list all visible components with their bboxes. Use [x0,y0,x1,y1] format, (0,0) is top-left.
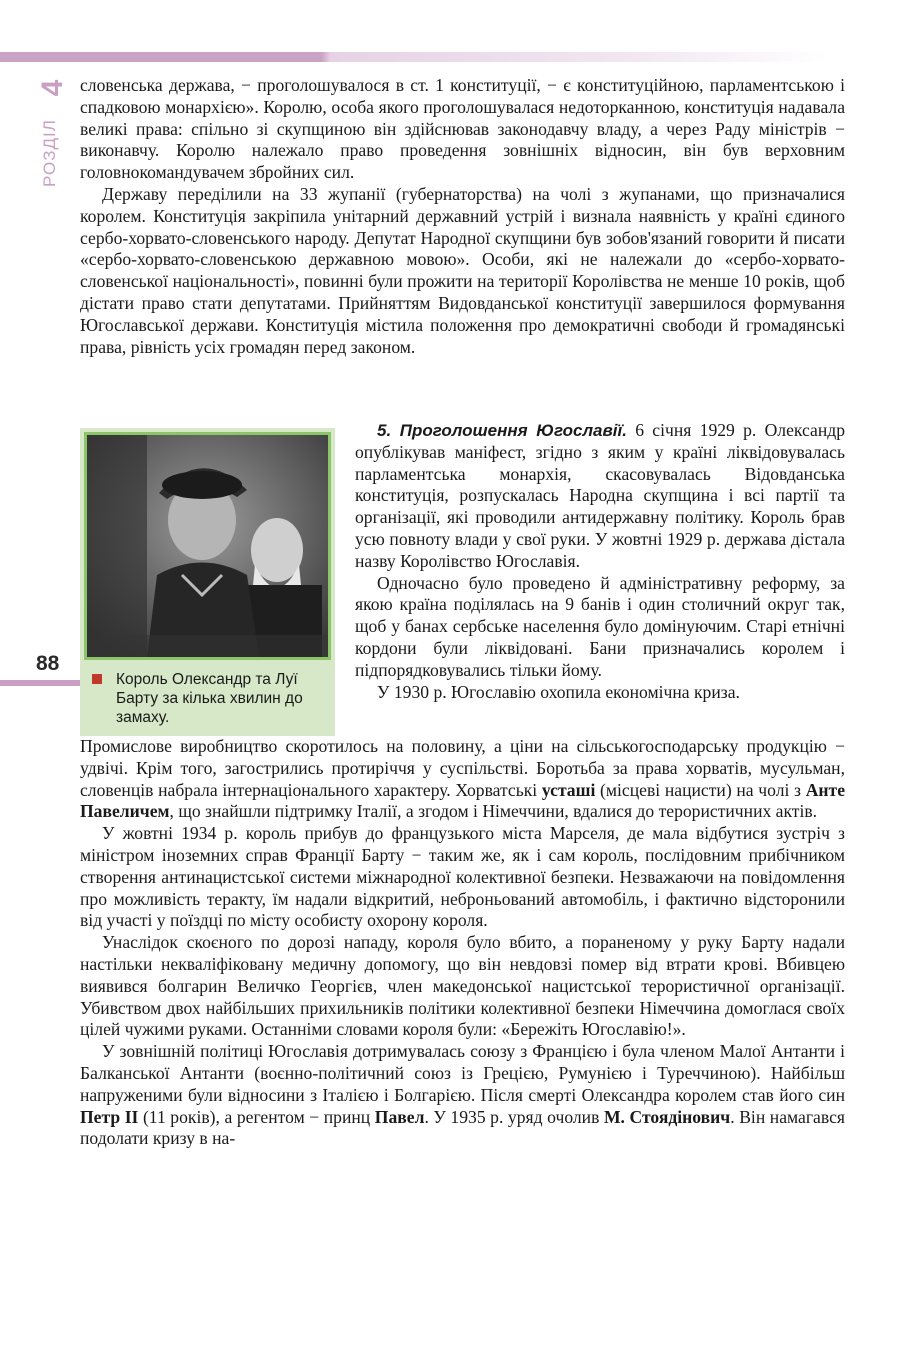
paragraph: Одночасно було проведено й адміністративну реформу, за якою країна поділялась на 9 банів і один столичний округ так, щоб у банах сербське населення було домінуючим. Старі етнічні кордони були ліквідовані. Бани призначались королем і підпорядковувались тільки йому. [355,572,845,680]
section-word: РОЗДІЛ [40,119,59,187]
page-number-rule [0,680,80,686]
section-heading: 5. Проголошення Югославії. [377,421,627,440]
bold-term: Павел [374,1106,425,1127]
bold-term: М. Стоядінович [603,1106,731,1127]
photo-figure [80,428,335,736]
paragraph: У жовтні 1934 р. король прибув до французького міста Марселя, де мала відбутися зустріч з міністром іноземних справ Франції Барту − таким же, як і сам король, послідовним прибічником створення антинацистської системи міжнародної колективної безпеки. Незважаючи на повідомлення про можливість теракту, їм надали відкритий, неброньований автомобіль, і фактично відсторонили від участі у поїздці по місту особисту охорону короля. [80,823,845,931]
text-block-top [80,75,845,358]
text-block-beside-photo [355,420,845,703]
paragraph: 5. Проголошення Югославії. 6 січня 1929 р. Олександр опублікував маніфест, згідно з яким у країні ліквідовувалась парламентська монархія, скасовувалась Відовданська конституція, розпускалась Народна скупщина і всі партії та організації, які проводили антидержавну політику. Король брав усю повноту влади у свої руки. У жовтні 1929 р. держава дістала назву Королівство Югославія. [355,420,845,571]
paragraph: Державу переділили на 33 жупанії (губернаторства) на чолі з жупанами, що призначалися королем. Конституція закріпила унітарний державний устрій і визнала наявність у країні єдиного сербо-хорвато-словенського народу. Депутат Народної скупщини був зобов'язаний говорити й писати «сербо-хорвато-словенською державною мовою». Особи, які не належали до «сербо-хорвато-словенської національності», повинні були прожити на території Королівства не менше 10 років, щоб дістати право стати депутатами. Прийняттям Видовданської конституції завершилося формування Югославської держави. Конституція містила положення про демократичні свободи й громадянські права, рівність усіх громадян перед законом. [80,183,845,357]
text-block-bottom [80,736,845,1150]
bold-term: Петр II [80,1106,139,1127]
photo-caption [92,670,330,727]
historical-photo [84,432,331,660]
paragraph: У 1930 р. Югославію охопила економічна криза. [377,681,740,702]
page-number: 88 [36,652,60,675]
paragraph: словенська держава, − проголошувалося в ст. 1 конституції, − є конституційною, парламентською і спадковою монархією». Королю, особа якого проголошувалася недоторканною, конституція надавала великі права: спільно зі скупщиною він здійснював законодавчу владу, а через Раду міністрів − виконавчу. Королю належало право проведення зовнішніх відносин, він був верховним головнокомандувачем збройних сил. [80,75,845,183]
section-label [33,73,73,203]
caption-text: Король Олександр та Луї Барту за кілька хвилин до замаху. [116,671,303,726]
top-decorative-bar [0,52,918,62]
bold-term: усташі [541,779,596,800]
bold-term: Анте Павеличем [80,779,845,822]
paragraph: Унаслідок скоєного по дорозі нападу, короля було вбито, а пораненому у руку Барту надали настільки некваліфіковану медичну допомогу, що він невдовзі помер від втрати крові. Вбивцею виявився болгарин Величко Георгієв, член македонської нацистської терористичної організації. Убивством двох найбільших прихильників політики колективної безпеки Німеччина домоглася своїх цілей чужими руками. Останніми словами короля були: «Бережіть Югославію!». [80,932,845,1040]
photo-placeholder-graphic [87,435,328,657]
paragraph: Промислове виробництво скоротилось на половину, а ціни на сільськогосподарську продукцію − удвічі. Крім того, загострились протиріччя у суспільстві. Боротьба за права хорватів, мусульман, словенців набрала інтернаціонального характеру. Хорватські усташі (місцеві нацисти) на чолі з Анте Павеличем, що знайшли підтримку Італії, а згодом і Німеччини, вдалися до терористичних актів. [80,736,845,822]
section-number: 4 [36,79,69,97]
caption-bullet [92,674,102,684]
paragraph: У зовнішній політиці Югославія дотримувалась союзу з Францією і була членом Малої Антанти і Балканської Антанти (воєнно-політичний союз із Грецією, Румунією і Туреччиною). Найбільш напруженими були відносини з Італією і Болгарією. Після смерті Олександра королем став його син Петр II (11 років), а регентом − принц Павел. У 1935 р. уряд очолив М. Стоядінович. Він намагався подолати кризу в на- [80,1041,845,1149]
